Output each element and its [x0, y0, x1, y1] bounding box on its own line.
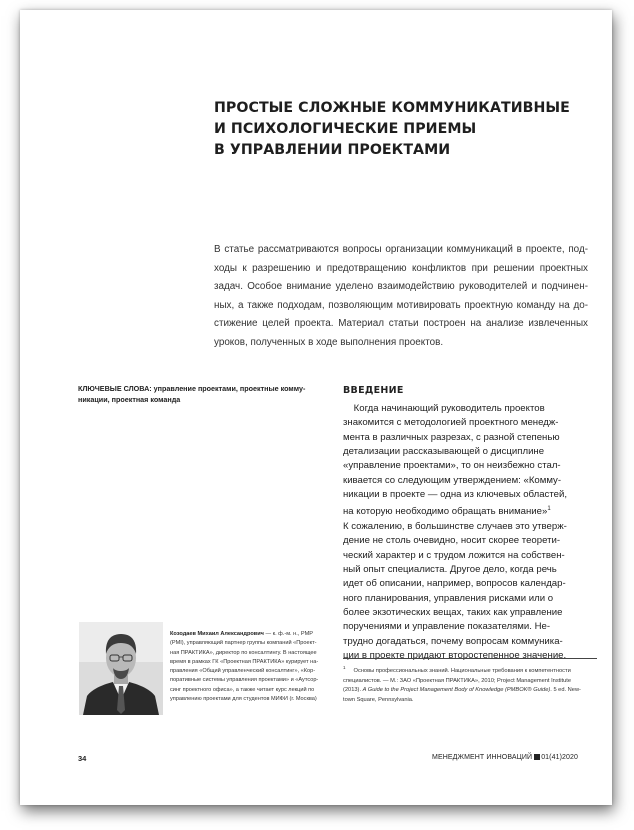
author-photo	[79, 622, 163, 715]
body-line: трудно догадаться, почему вопросам коммуника-	[343, 635, 563, 647]
bio-line: ная ПРАКТИКА», директор по консалтингу. В настоящее	[170, 649, 317, 656]
body-line: ный опыт специалиста. Другое дело, когда речь	[343, 563, 557, 575]
body-line: более экзотических вещах, таких как управление	[343, 607, 563, 618]
keywords-line: КЛЮЧЕВЫЕ СЛОВА: управление проектами, проектные комму-	[78, 384, 306, 393]
body-line: кивается со следующим утверждением: «Комму-	[343, 474, 562, 486]
section-heading: ВВЕДЕНИЕ	[343, 385, 404, 396]
title-line: И ПСИХОЛОГИЧЕСКИЕ ПРИЕМЫ	[214, 121, 477, 137]
footnote-line	[343, 663, 599, 677]
footnote-book-title: A Guide to the Project Management Body of Knowledge (PMBOK® Guide)	[362, 687, 551, 694]
body-line: дение не столь очевидно, носит скорее теорети-	[343, 535, 561, 547]
article-abstract	[214, 241, 588, 353]
body-line: никации в проекте — одна из ключевых областей,	[343, 489, 567, 501]
article-title	[214, 98, 594, 161]
footnote-line: town Square, Pennsylvania.	[343, 697, 414, 704]
article-body	[343, 402, 597, 663]
author-bio	[170, 630, 338, 704]
author-portrait-image	[79, 622, 163, 715]
footnote-line: (2013). A Guide to the Project Management Body of Knowledge (PMBOK® Guide). 5 ed. New-	[343, 687, 581, 694]
abstract-line: стижение целей проекта. Материал статьи построен на анализе извлеченных	[214, 318, 588, 330]
body-line: Когда начинающий руководитель проектов	[343, 403, 545, 414]
body-line: «управление проектами», то он неизбежно стал-	[343, 460, 561, 472]
abstract-line: уроков, полученных в ходе выполнения проектов.	[214, 336, 444, 348]
bio-text: — к. ф.-м. н., PMP	[263, 631, 314, 637]
journal-name: МЕНЕДЖМЕНТ ИННОВАЦИЙ	[432, 754, 533, 761]
square-bullet-icon	[534, 754, 540, 760]
keywords-line: никации, проектная команда	[78, 394, 181, 404]
abstract-line: ходы к разрешению и предотвращению конфликтов при решении проектных	[214, 262, 588, 274]
bio-line	[170, 630, 338, 639]
footnote	[343, 663, 599, 706]
journal-issue: 01(41)2020	[541, 754, 578, 761]
abstract-line: В статье рассматриваются вопросы организации коммуникаций в проекте, под-	[214, 244, 588, 255]
author-name: Козодаев Михаил Александрович	[170, 631, 264, 637]
title-line: В УПРАВЛЕНИИ ПРОЕКТАМИ	[214, 142, 451, 158]
body-line: ческий характер и с трудом ложится на собствен-	[343, 549, 565, 561]
body-line-text: на которую необходимо обращать внимание»	[343, 506, 548, 518]
body-line: идет об описании, например, вопросов календар-	[343, 578, 566, 590]
bio-line: синг проектного офиса», а также читает курс лекций по	[170, 686, 315, 693]
body-line: ного планирования, управления рисками или о	[343, 592, 554, 604]
bio-line: время в рамках ГК «Проектная ПРАКТИКА» курирует на-	[170, 658, 319, 665]
body-line: детализации рассказывающей о дисциплине	[343, 446, 545, 458]
body-line: К сожалению, в большинстве случаев это утверж-	[343, 520, 567, 532]
body-line: знакомится с методологией проектного менедж-	[343, 417, 559, 429]
keywords	[78, 384, 330, 405]
bio-line: правления «Общий управленческий консалтинг», «Кор-	[170, 668, 316, 674]
abstract-line: ных, а также подходам, позволяющим мотивировать проектную команду на до-	[214, 299, 588, 311]
footnote-marker: 1	[343, 665, 346, 670]
bio-line: (PMI), управляющий партнер группы компаний «Проект-	[170, 640, 317, 647]
body-line: ции в проекте придают второстепенное значение.	[343, 650, 567, 662]
title-line: ПРОСТЫЕ СЛОЖНЫЕ КОММУНИКАТИВНЫЕ	[214, 100, 570, 116]
body-line: мента в различных разрезах, с разной степенью	[343, 431, 560, 443]
footnote-divider	[343, 658, 597, 659]
running-footer	[432, 754, 578, 761]
page-number: 34	[78, 754, 87, 763]
body-line: поручениями и управление показателями. Не-	[343, 621, 551, 633]
body-line-with-footnote	[343, 502, 597, 520]
bio-line: поративные системы управления проектами» и «Аутсор-	[170, 677, 319, 684]
bio-line: управлению проектами для студентов МИФИ (г. Москва)	[170, 695, 317, 702]
magazine-page	[20, 10, 612, 805]
footnote-ref[interactable]: 1	[547, 506, 551, 513]
abstract-line: задач. Особое внимание уделено взаимодействию руководителей и подчинен-	[214, 281, 588, 293]
footnote-text: Основы профессиональных знаний. Национальные требования к компетентности	[353, 667, 571, 674]
footnote-line: специалистов. — М.: ЗАО «Проектная ПРАКТИКА», 2010; Project Management Institute	[343, 677, 572, 684]
